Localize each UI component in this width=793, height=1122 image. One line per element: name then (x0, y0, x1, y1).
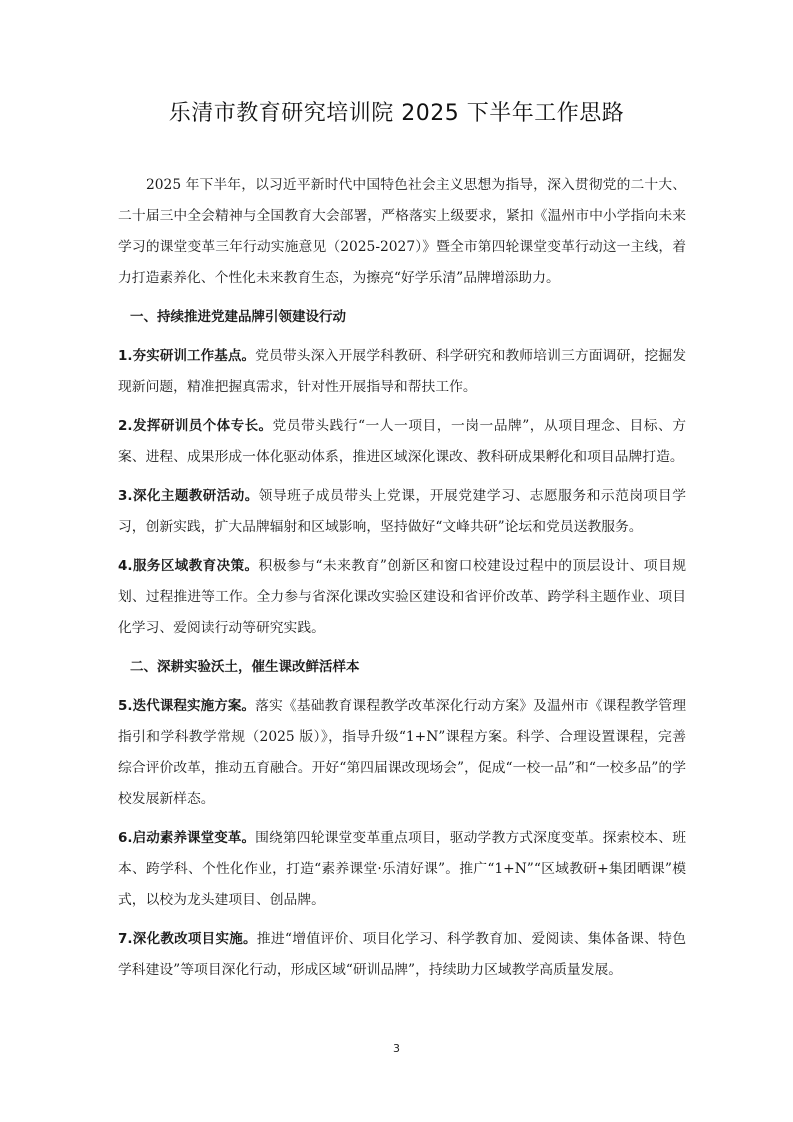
document-body (118, 170, 686, 994)
item-body: 落实《基础教育课程教学改革深化行动方案》及温州市《课程教学管理指引和学科教学常规（2025 版）》，指导升级“1+N”课程方案。科学、合理设置课程，完善综合评价改革，推动五育融合。开好“第四届课改现场会”，促成“一校一品”和“一校多品”的学校发展新样态。 (118, 698, 686, 807)
item-title: 7.深化教改项目实施。 (118, 931, 257, 947)
section-heading-1: 一、持续推进党建品牌引领建设行动 (130, 309, 346, 325)
list-item (118, 341, 686, 403)
list-item (118, 691, 686, 815)
section-heading-2: 二、深耕实验沃土，催生课改鲜活样本 (130, 659, 360, 675)
item-title: 1.夯实研训工作基点。 (118, 348, 256, 364)
item-title: 6.启动素养课堂变革。 (118, 830, 256, 846)
item-body: 党员带头深入开展学科教研、科学研究和教师培训三方面调研，挖掘发现新问题，精准把握真需求，针对性开展指导和帮扶工作。 (118, 348, 686, 395)
page-number: 3 (393, 1042, 400, 1055)
item-body: 推进“增值评价、项目化学习、科学教育加、爱阅读、集体备课、特色学科建设”等项目深化行动，形成区域“研训品牌”，持续助力区域教学高质量发展。 (118, 931, 686, 978)
item-title: 3.深化主题教研活动。 (118, 488, 259, 504)
list-item (118, 551, 686, 644)
item-title: 2.发挥研训员个体专长。 (118, 418, 273, 434)
document-title: 乐清市教育研究培训院 2025 下半年工作思路 (168, 101, 625, 126)
item-body: 围绕第四轮课堂变革重点项目，驱动学教方式深度变革。探索校本、班本、跨学科、个性化作业，打造“素养课堂·乐清好课”。推广“1+N”“区域教研+集团晒课”模式，以校为龙头建项目、创品牌。 (118, 830, 686, 908)
item-body: 领导班子成员带头上党课，开展党建学习、志愿服务和示范岗项目学习，创新实践，扩大品牌辐射和区域影响，坚持做好“文峰共研”论坛和党员送教服务。 (118, 488, 686, 535)
item-title: 4.服务区域教育决策。 (118, 558, 259, 574)
list-item (118, 924, 686, 986)
list-item (118, 481, 686, 543)
list-item (118, 823, 686, 916)
item-title: 5.迭代课程实施方案。 (118, 698, 256, 714)
item-body: 党员带头践行“一人一项目，一岗一品牌”，从项目理念、目标、方案、进程、成果形成一体化驱动体系，推进区域深化课改、教科研成果孵化和项目品牌打造。 (118, 418, 686, 465)
list-item (118, 411, 686, 473)
item-body: 积极参与“未来教育”创新区和窗口校建设过程中的顶层设计、项目规划、过程推进等工作。全力参与省深化课改实验区建设和省评价改革、跨学科主题作业、项目化学习、爱阅读行动等研究实践。 (118, 558, 686, 636)
intro-paragraph: 2025 年下半年，以习近平新时代中国特色社会主义思想为指导，深入贯彻党的二十大、二十届三中全会精神与全国教育大会部署，严格落实上级要求，紧扣《温州市中小学指向未来学习的课堂变革三年行动实施意见（2025-2027）》暨全市第四轮课堂变革行动这一主线，着力打造素养化、个性化未来教育生态，为擦亮“好学乐清”品牌增添助力。 (118, 177, 686, 286)
